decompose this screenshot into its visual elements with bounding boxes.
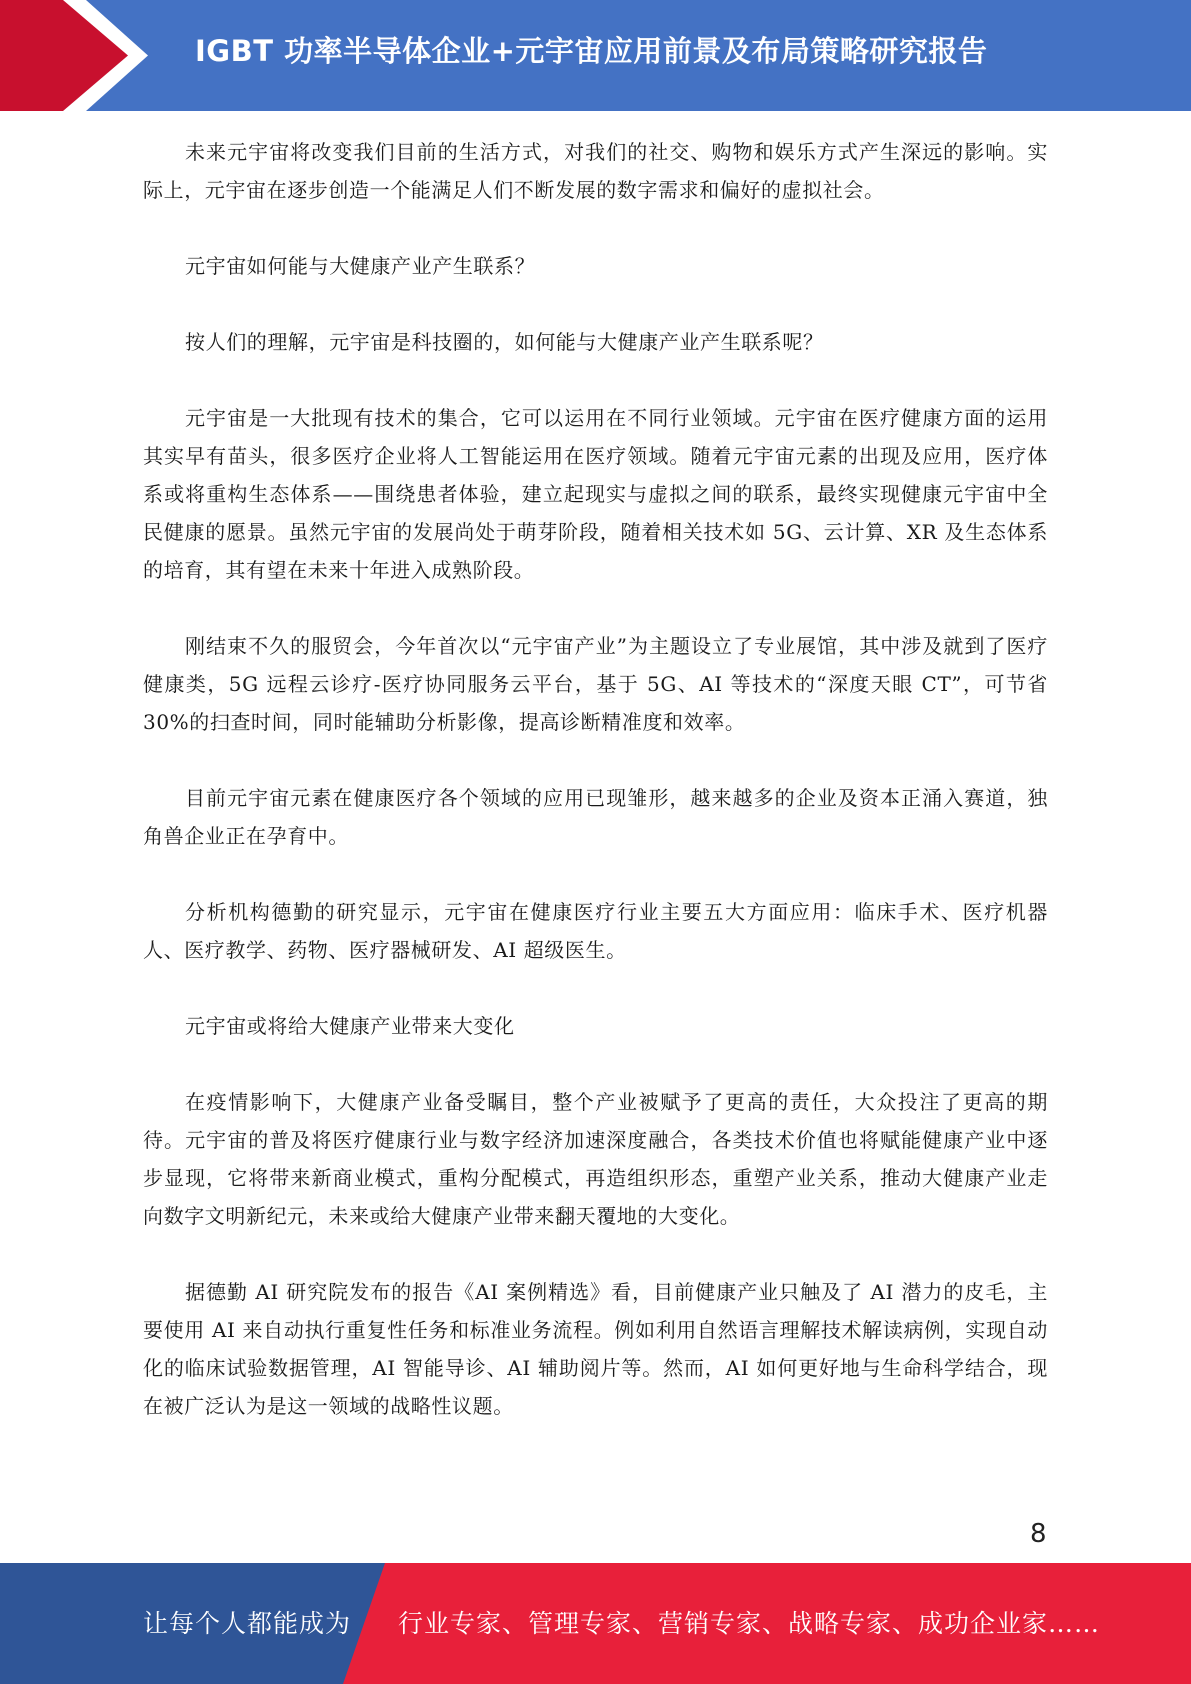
- paragraph: 据德勤 AI 研究院发布的报告《AI 案例精选》看，目前健康产业只触及了 AI 潜力的皮毛，主要使用 AI 来自动执行重复性任务和标准业务流程。例如利用自然语言理解技术解读病例，实现自动化的临床试验数据管理，AI 智能导诊、AI 辅助阅片等。然而，AI 如何更好地与生命科学结合，现在被广泛认为是这一领域的战略性议题。: [143, 1280, 1048, 1418]
- paragraph: 分析机构德勤的研究显示，元宇宙在健康医疗行业主要五大方面应用：临床手术、医疗机器人、医疗教学、药物、医疗器械研发、AI 超级医生。: [143, 900, 1048, 962]
- paragraph: 在疫情影响下，大健康产业备受瞩目，整个产业被赋予了更高的责任，大众投注了更高的期待。元宇宙的普及将医疗健康行业与数字经济加速深度融合，各类技术价值也将赋能健康产业中逐步显现，它将带来新商业模式，重构分配模式，再造组织形态，重塑产业关系，推动大健康产业走向数字文明新纪元，未来或给大健康产业带来翻天覆地的大变化。: [143, 1090, 1048, 1228]
- report-title: IGBT 功率半导体企业+元宇宙应用前景及布局策略研究报告: [195, 34, 988, 68]
- paragraph: 刚结束不久的服贸会，今年首次以“元宇宙产业”为主题设立了专业展馆，其中涉及就到了医疗健康类，5G 远程云诊疗-医疗协同服务云平台，基于 5G、AI 等技术的“深度天眼 CT”，可节省 30%的扫查时间，同时能辅助分析影像，提高诊断精准度和效率。: [143, 634, 1048, 734]
- footer-slogan-left: 让每个人都能成为: [143, 1609, 352, 1638]
- article-body: [143, 133, 1048, 1463]
- page-header: [0, 0, 1191, 111]
- footer-slogan-right: 行业专家、管理专家、营销专家、战略专家、成功企业家……: [398, 1609, 1101, 1638]
- page-footer: [0, 1563, 1191, 1684]
- page-number: 8: [1030, 1519, 1047, 1549]
- section-heading: 元宇宙或将给大健康产业带来大变化: [185, 1014, 515, 1038]
- paragraph: 未来元宇宙将改变我们目前的生活方式，对我们的社交、购物和娱乐方式产生深远的影响。实际上，元宇宙在逐步创造一个能满足人们不断发展的数字需求和偏好的虚拟社会。: [143, 140, 1048, 202]
- paragraph: 元宇宙是一大批现有技术的集合，它可以运用在不同行业领域。元宇宙在医疗健康方面的运用其实早有苗头，很多医疗企业将人工智能运用在医疗领域。随着元宇宙元素的出现及应用，医疗体系或将重构生态体系——围绕患者体验，建立起现实与虚拟之间的联系，最终实现健康元宇宙中全民健康的愿景。虽然元宇宙的发展尚处于萌芽阶段，随着相关技术如 5G、云计算、XR 及生态体系的培育，其有望在未来十年进入成熟阶段。: [143, 406, 1048, 582]
- header-arrow-accent: [0, 0, 150, 111]
- section-heading: 元宇宙如何能与大健康产业产生联系？: [185, 254, 536, 278]
- paragraph: 目前元宇宙元素在健康医疗各个领域的应用已现雏形，越来越多的企业及资本正涌入赛道，独角兽企业正在孕育中。: [143, 786, 1048, 848]
- paragraph: 按人们的理解，元宇宙是科技圈的，如何能与大健康产业产生联系呢？: [185, 330, 824, 354]
